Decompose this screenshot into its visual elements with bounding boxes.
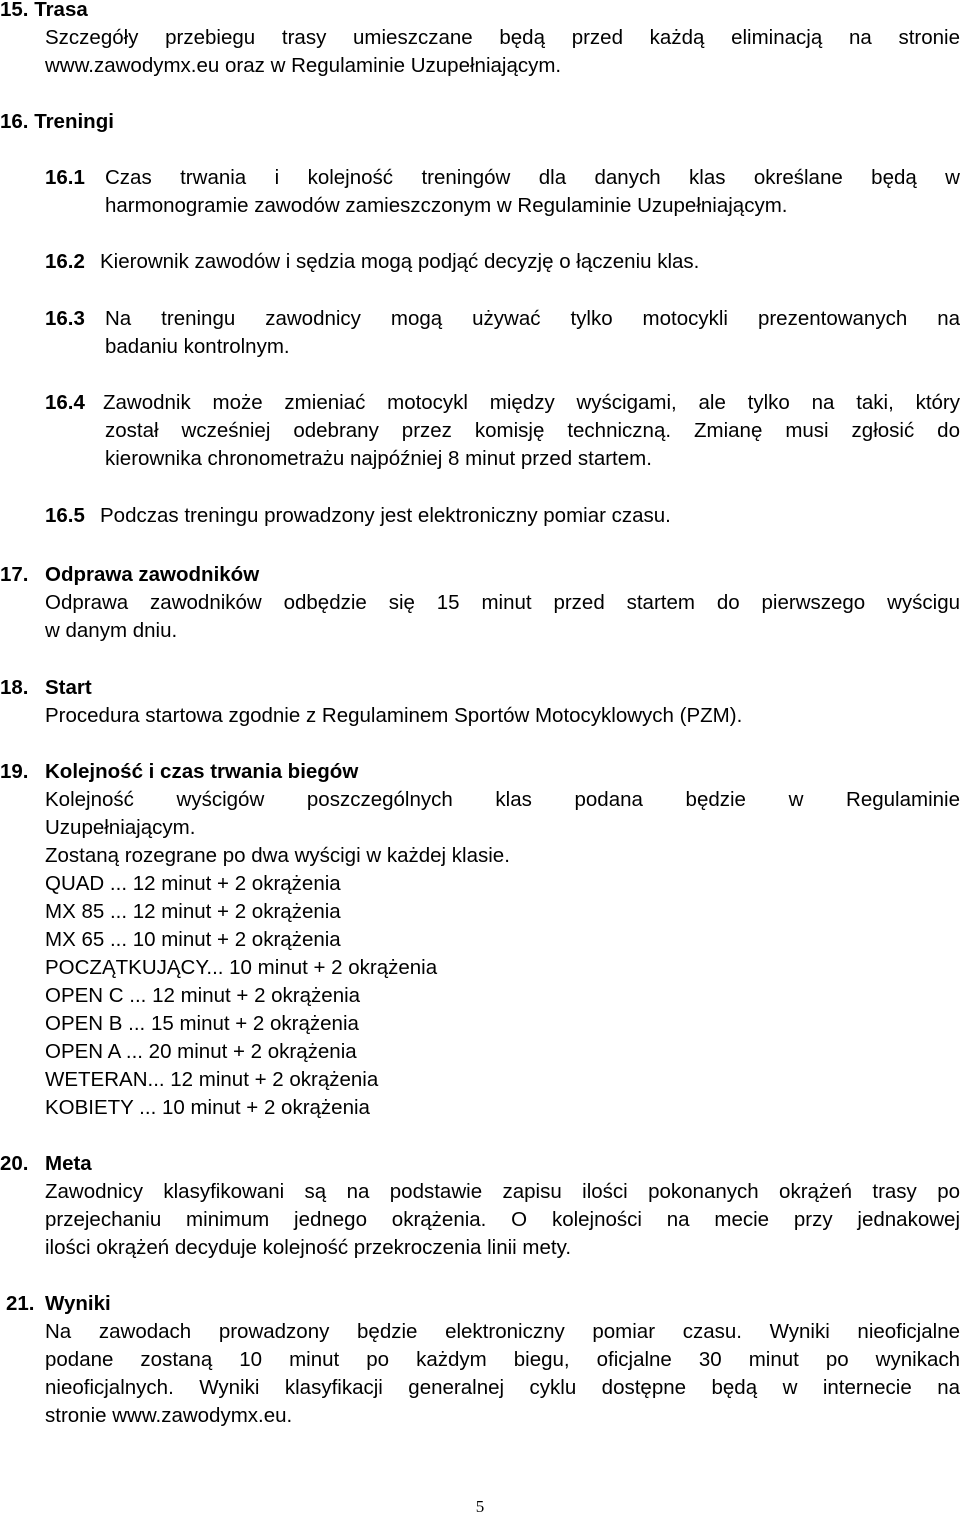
class-duration-item: OPEN B ... 15 minut + 2 okrążenia bbox=[45, 1012, 359, 1035]
section-20-line: ilości okrążeń decyduje kolejność przekroczenia linii mety. bbox=[45, 1236, 572, 1259]
page-number: 5 bbox=[475, 1497, 485, 1516]
section-17-title: Odprawa zawodników bbox=[45, 563, 260, 586]
section-15-line: www.zawodymx.eu oraz w Regulaminie Uzupełniającym. bbox=[45, 54, 562, 77]
item-number: 16.3 bbox=[45, 307, 85, 330]
section-15-line: Szczegóły przebiegu trasy umieszczane będą przed każdą eliminacją na stronie bbox=[45, 26, 960, 49]
item-16-4-line: Zawodnik może zmieniać motocykl między wyścigami, ale tylko na taki, który bbox=[103, 391, 960, 414]
item-16-1-line: Czas trwania i kolejność treningów dla danych klas określane będą w bbox=[105, 166, 960, 189]
section-20-line: przejechaniu minimum jednego okrążenia. O kolejności na mecie przy jednakowej bbox=[45, 1208, 960, 1231]
section-21-number: 21. bbox=[6, 1292, 35, 1315]
item-16-2-line: Kierownik zawodów i sędzia mogą podjąć decyzję o łączeniu klas. bbox=[100, 250, 700, 273]
section-19-line: Zostaną rozegrane po dwa wyścigi w każdej klasie. bbox=[45, 844, 510, 867]
section-17-number: 17. bbox=[0, 563, 29, 586]
section-20-title: Meta bbox=[45, 1152, 92, 1175]
section-19-line: Kolejność wyścigów poszczególnych klas podana będzie w Regulaminie bbox=[45, 788, 960, 811]
item-number: 16.1 bbox=[45, 166, 85, 189]
section-17-line: w danym dniu. bbox=[45, 619, 178, 642]
section-19-number: 19. bbox=[0, 760, 29, 783]
section-18-line: Procedura startowa zgodnie z Regulaminem Sportów Motocyklowych (PZM). bbox=[45, 704, 743, 727]
class-duration-item: MX 85 ... 12 minut + 2 okrążenia bbox=[45, 900, 341, 923]
class-duration-item: POCZĄTKUJĄCY... 10 minut + 2 okrążenia bbox=[45, 956, 438, 979]
item-16-3-line: Na treningu zawodnicy mogą używać tylko motocykli prezentowanych na bbox=[105, 307, 960, 330]
item-number: 16.2 bbox=[45, 250, 85, 273]
class-duration-item: KOBIETY ... 10 minut + 2 okrążenia bbox=[45, 1096, 370, 1119]
section-19-title: Kolejność i czas trwania biegów bbox=[45, 760, 359, 783]
section-18-title: Start bbox=[45, 676, 92, 699]
item-16-1-line: harmonogramie zawodów zamieszczonym w Regulaminie Uzupełniającym. bbox=[105, 194, 788, 217]
item-16-3-line: badaniu kontrolnym. bbox=[105, 335, 290, 358]
section-19-line: Uzupełniającym. bbox=[45, 816, 196, 839]
section-16-heading: 16. Treningi bbox=[0, 110, 114, 133]
item-16-5-line: Podczas treningu prowadzony jest elektroniczny pomiar czasu. bbox=[100, 504, 671, 527]
item-16-4-line: został wcześniej odebrany przez komisję techniczną. Zmianę musi zgłosić do bbox=[105, 419, 960, 442]
section-18-number: 18. bbox=[0, 676, 29, 699]
item-number: 16.4 bbox=[45, 391, 85, 414]
section-20-line: Zawodnicy klasyfikowani są na podstawie zapisu ilości pokonanych okrążeń trasy po bbox=[45, 1180, 960, 1203]
item-16-4-line: kierownika chronometrażu najpóźniej 8 minut przed startem. bbox=[105, 447, 652, 470]
section-20-number: 20. bbox=[0, 1152, 29, 1175]
section-17-line: Odprawa zawodników odbędzie się 15 minut przed startem do pierwszego wyścigu bbox=[45, 591, 960, 614]
class-duration-item: QUAD ... 12 minut + 2 okrążenia bbox=[45, 872, 341, 895]
section-15-heading: 15. Trasa bbox=[0, 0, 88, 21]
section-21-line: Na zawodach prowadzony będzie elektroniczny pomiar czasu. Wyniki nieoficjalne bbox=[45, 1320, 960, 1343]
class-duration-item: OPEN A ... 20 minut + 2 okrążenia bbox=[45, 1040, 357, 1063]
section-21-line: stronie www.zawodymx.eu. bbox=[45, 1404, 293, 1427]
section-21-line: podane zostaną 10 minut po każdym biegu, oficjalne 30 minut po wynikach bbox=[45, 1348, 960, 1371]
class-duration-item: WETERAN... 12 minut + 2 okrążenia bbox=[45, 1068, 379, 1091]
class-duration-item: MX 65 ... 10 minut + 2 okrążenia bbox=[45, 928, 341, 951]
class-duration-item: OPEN C ... 12 minut + 2 okrążenia bbox=[45, 984, 361, 1007]
item-number: 16.5 bbox=[45, 504, 85, 527]
section-21-line: nieoficjalnych. Wyniki klasyfikacji generalnej cyklu dostępne będą w internecie na bbox=[45, 1376, 960, 1399]
section-21-title: Wyniki bbox=[45, 1292, 111, 1315]
